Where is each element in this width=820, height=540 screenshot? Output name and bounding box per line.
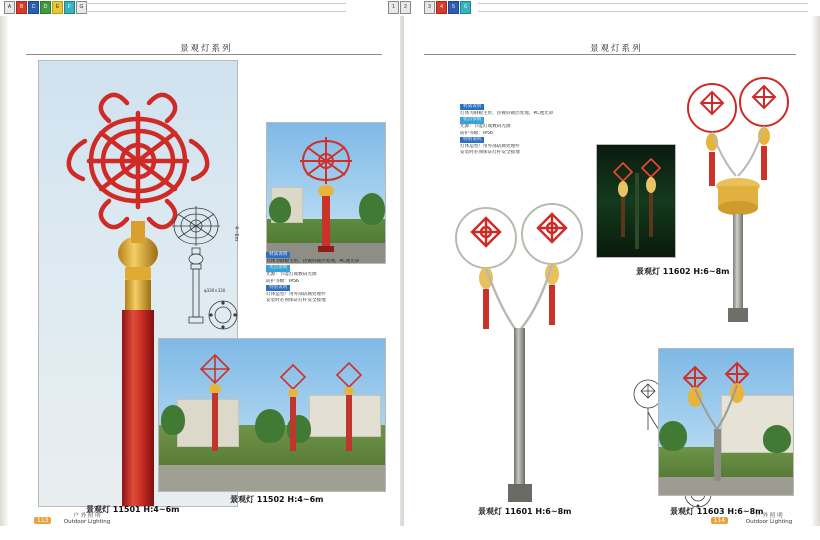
right-spec-box [460, 104, 578, 157]
left-page-badge: 113 [34, 517, 51, 524]
right-page-badge: 114 [711, 517, 728, 524]
right-page-number [711, 517, 730, 524]
toolbar-button-4[interactable]: 4 [436, 1, 447, 14]
left-brand-en: Outdoor Lighting [63, 519, 111, 525]
toolbar-left-chipgroup[interactable] [4, 1, 87, 14]
left-brand-cn: 户 外 照 明 [73, 513, 101, 519]
left-page [8, 16, 400, 526]
spec-feature-header: 特别说明 [266, 285, 290, 291]
campus-photo-11603 [658, 348, 794, 496]
spec-feature-line-1: 灯体造型厂用外部防腐处理件 [266, 291, 326, 297]
left-header-rule [26, 54, 382, 55]
right-series-title: 景观灯系列 [590, 44, 643, 54]
spec-advantage-line-2: 防护等级：IP56 [460, 130, 493, 136]
toolbar-button-c[interactable]: C [28, 1, 39, 14]
spec-material-text: 灯体为钢板主形，热镀锌镀层处理，PC透光罩 [460, 110, 554, 116]
spec-feature-header: 特别说明 [460, 137, 484, 143]
catalog-spread [0, 16, 820, 526]
spec-feature-line-2: 安装时必须保证灯杆安全接地 [266, 298, 326, 304]
spec-material-text: 灯体为钢板主形，热镀锌镀层处理，PC透光罩 [266, 258, 360, 264]
right-brand-en: Outdoor Lighting [745, 519, 793, 525]
toolbar-button-e[interactable]: E [52, 1, 63, 14]
spec-advantage-header: 优点参数 [460, 117, 484, 123]
left-series-title: 景观灯系列 [180, 44, 233, 54]
spec-advantage-line-1: 光源：节能灯或数码光源 [460, 124, 511, 130]
base-plate-drawing-left [206, 298, 240, 332]
caption-11602: 景观灯 11602 H:6~8m [636, 267, 730, 276]
dim-height-left: 4~6m [233, 226, 239, 242]
caption-11603: 景观灯 11603 H:6~8m [670, 507, 764, 516]
toolbar-button-1[interactable]: 1 [388, 1, 399, 14]
toolbar-button-5[interactable]: 5 [448, 1, 459, 14]
toolbar-center-chipgroup[interactable] [388, 1, 411, 14]
spec-advantage-line-2: 防护等级：IP56 [266, 278, 299, 284]
toolbar-button-6[interactable]: 6 [460, 1, 471, 14]
toolbar-right-chipgroup[interactable] [424, 1, 471, 14]
left-page-number [34, 517, 53, 524]
toolbar-divider-1 [86, 3, 346, 4]
toolbar-button-d[interactable]: D [40, 1, 51, 14]
toolbar-divider-3 [478, 3, 808, 4]
toolbar-button-3[interactable]: 3 [424, 1, 435, 14]
spec-material-header: 材质说明 [460, 104, 484, 110]
spec-feature-line-2: 安装时必须保证灯杆安全接地 [460, 150, 520, 156]
viewer-toolbar[interactable] [0, 0, 820, 16]
toolbar-button-g[interactable]: G [76, 1, 87, 14]
right-page [404, 16, 812, 526]
left-spec-box [266, 252, 384, 305]
toolbar-divider-4 [478, 11, 808, 12]
lamp-illustration-11602 [680, 68, 796, 328]
toolbar-button-a[interactable]: A [4, 1, 15, 14]
page-edge-left [0, 16, 8, 526]
caption-11501: 景观灯 11501 H:4~6m [86, 505, 180, 514]
night-photo-11602 [596, 144, 676, 258]
spec-advantage-header: 优点参数 [266, 265, 290, 271]
spec-material-header: 材质说明 [266, 252, 290, 258]
right-brand [736, 513, 802, 525]
toolbar-divider-2 [86, 11, 346, 12]
spec-feature-line-1: 灯体造型厂用外部防腐处理件 [460, 143, 520, 149]
right-header-rule [424, 54, 796, 55]
caption-11601: 景观灯 11601 H:6~8m [478, 507, 572, 516]
plaza-photo-11502 [158, 338, 386, 492]
page-edge-right [812, 16, 820, 526]
lamp-illustration-11601 [454, 188, 586, 508]
street-photo-11502-top [266, 122, 386, 264]
toolbar-button-b[interactable]: B [16, 1, 27, 14]
dim-base-left: φ330×330 [204, 288, 226, 293]
toolbar-button-f[interactable]: F [64, 1, 75, 14]
right-brand-cn: 户 外 照 明 [755, 513, 783, 519]
toolbar-button-2[interactable]: 2 [400, 1, 411, 14]
caption-11502: 景观灯 11502 H:4~6m [230, 495, 324, 504]
spec-advantage-line-1: 光源：节能灯或数码光源 [266, 272, 317, 278]
left-brand [52, 513, 122, 525]
